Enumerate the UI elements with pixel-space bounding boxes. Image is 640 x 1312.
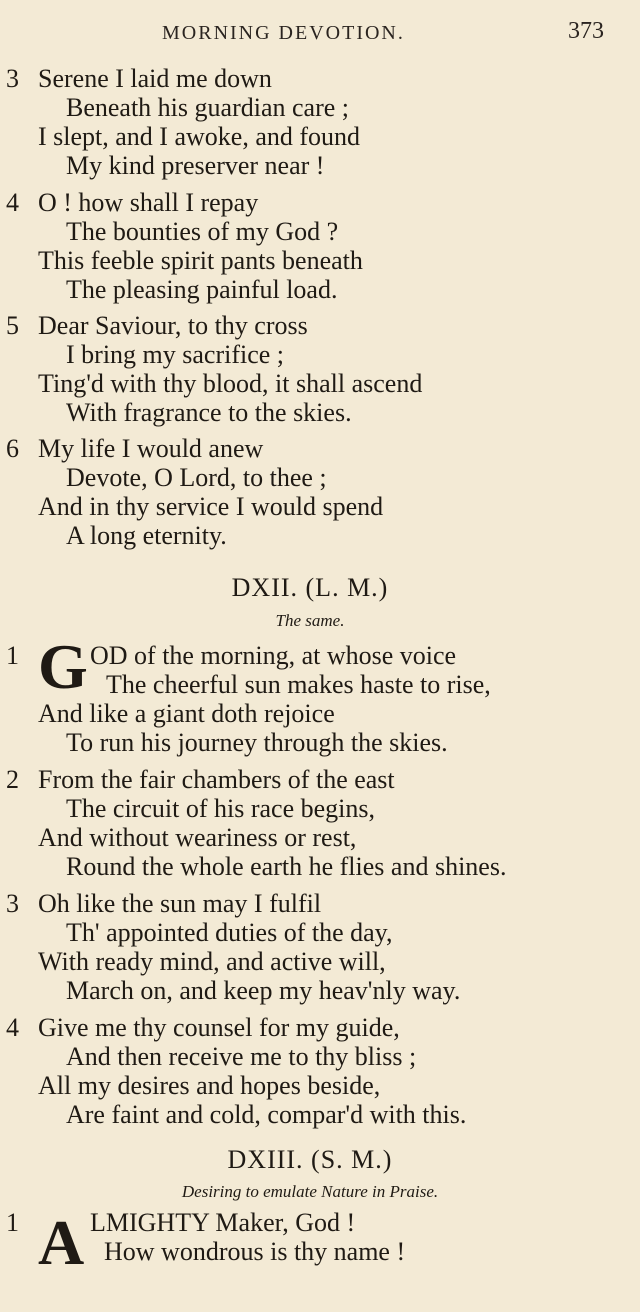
stanza-number: 1 — [6, 1208, 19, 1237]
verse-line: O ! how shall I repay — [38, 188, 259, 217]
stanza-number: 2 — [6, 765, 19, 794]
hymn-heading: DXII. (L. M.) — [231, 573, 389, 602]
verse-line: And in thy service I would spend — [38, 492, 384, 521]
verse-line: Ting'd with thy blood, it shall ascend — [38, 369, 423, 398]
verse-line: Beneath his guardian care ; — [66, 93, 349, 122]
verse-line: My kind preserver near ! — [66, 151, 325, 180]
verse-line: Dear Saviour, to thy cross — [38, 311, 308, 340]
verse-line: LMIGHTY Maker, God ! — [90, 1208, 356, 1237]
verse-line: To run his journey through the skies. — [66, 728, 448, 757]
running-head — [0, 18, 640, 50]
verse-line: Oh like the sun may I fulfil — [38, 889, 322, 918]
verse-line: March on, and keep my heav'nly way. — [66, 976, 461, 1005]
verse-line: My life I would anew — [38, 434, 264, 463]
stanza-number: 5 — [6, 311, 19, 340]
verse-line: All my desires and hopes beside, — [38, 1071, 381, 1100]
hymn-heading: DXIII. (S. M.) — [227, 1145, 393, 1174]
verse-line: A long eternity. — [66, 521, 227, 550]
stanza-number: 3 — [6, 889, 19, 918]
running-title: MORNING DEVOTION. — [162, 22, 405, 44]
verse-line: From the fair chambers of the east — [38, 765, 395, 794]
stanza-number: 6 — [6, 434, 19, 463]
verse-line: This feeble spirit pants beneath — [38, 246, 363, 275]
hymn-subtitle: The same. — [275, 611, 345, 630]
page-number: 373 — [568, 18, 604, 44]
stanza-number: 1 — [6, 641, 19, 670]
verse-line: With fragrance to the skies. — [66, 398, 352, 427]
verse-line: The cheerful sun makes haste to rise, — [106, 670, 491, 699]
stanza-number: 4 — [6, 1013, 19, 1042]
verse-line: Are faint and cold, compar'd with this. — [66, 1100, 467, 1129]
verse-line: OD of the morning, at whose voice — [90, 641, 457, 670]
verse-line: I bring my sacrifice ; — [66, 340, 285, 369]
stanza-number: 4 — [6, 188, 19, 217]
verse-line: And like a giant doth rejoice — [38, 699, 335, 728]
verse-line: Devote, O Lord, to thee ; — [66, 463, 327, 492]
verse-line: And without weariness or rest, — [38, 823, 357, 852]
verse-line: I slept, and I awoke, and found — [38, 122, 361, 151]
verse-line: The bounties of my God ? — [66, 217, 339, 246]
verse-line: The pleasing painful load. — [66, 275, 338, 304]
verse-line: How wondrous is thy name ! — [104, 1237, 406, 1266]
verse-line: And then receive me to thy bliss ; — [66, 1042, 417, 1071]
verse-line: Serene I laid me down — [38, 64, 272, 93]
verse-line: Give me thy counsel for my guide, — [38, 1013, 400, 1042]
verse-line: Th' appointed duties of the day, — [66, 918, 393, 947]
hymn-subtitle: Desiring to emulate Nature in Praise. — [181, 1182, 439, 1201]
drop-cap: A — [38, 1207, 83, 1278]
verse-line: With ready mind, and active will, — [38, 947, 386, 976]
verse-line: The circuit of his race begins, — [66, 794, 375, 823]
verse-line: Round the whole earth he flies and shines. — [66, 852, 507, 881]
stanza-number: 3 — [6, 64, 19, 93]
drop-cap: G — [38, 631, 86, 702]
